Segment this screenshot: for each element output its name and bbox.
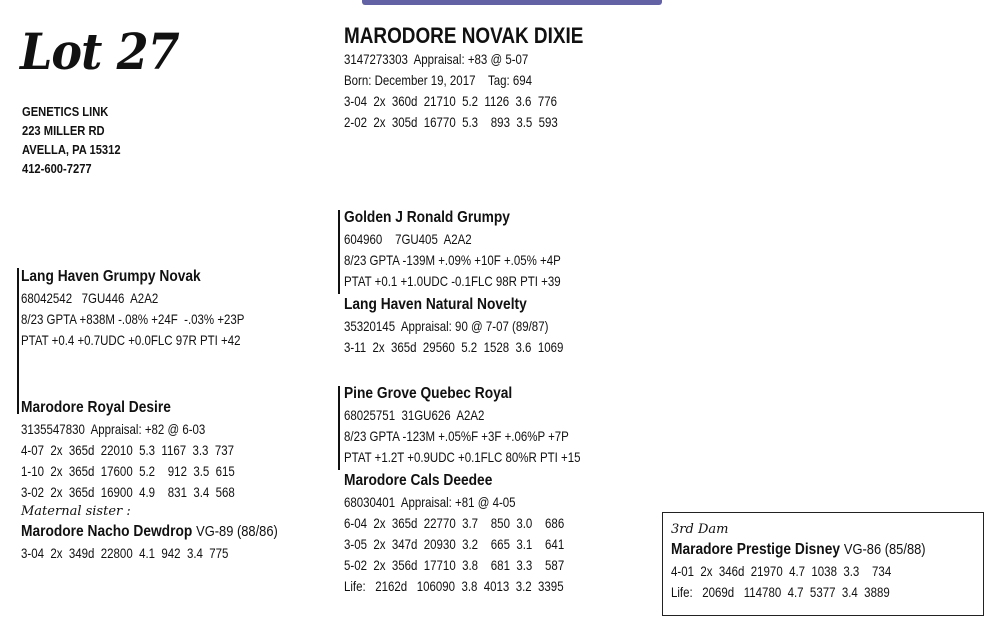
dam-sire-id-line: 68025751 31GU626 A2A2: [344, 407, 485, 423]
third-dam-lifetime: Life: 2069d 114780 4.7 5377 3.4 3889: [671, 584, 890, 600]
dam-sire-gpta-line: 8/23 GPTA -123M +.05%F +3F +.06%P +7P: [344, 428, 569, 444]
subject-birth-tag: Born: December 19, 2017 Tag: 694: [344, 72, 533, 88]
lot-label: Lot 27: [20, 22, 179, 81]
pedigree-bracket-sire: [338, 210, 340, 294]
maternal-sister-line: [21, 521, 278, 543]
sire-sire-block: [344, 207, 608, 292]
maternal-sister-record: 3-04 2x 349d 22800 4.1 942 3.4 775: [21, 545, 229, 561]
dam-dam-name: Marodore Cals Deedee: [344, 472, 493, 489]
dam-sire-ptat-line: PTAT +1.2T +0.9UDC +0.1FLC 80%R PTI +15: [344, 449, 581, 465]
sire-sire-id-line: 604960 7GU405 A2A2: [344, 231, 472, 247]
dam-appraisal: 3135547830 Appraisal: +82 @ 6-03: [21, 421, 206, 437]
dam-dam-record: 6-04 2x 365d 22770 3.7 850 3.0 686: [344, 515, 565, 531]
maternal-sister-name: Marodore Nacho Dewdrop: [21, 523, 193, 540]
subject-appraisal: 3147273303 Appraisal: +83 @ 5-07: [344, 51, 529, 67]
third-dam-score: VG-86 (85/88): [843, 541, 926, 558]
dam-sire-block: [344, 383, 632, 468]
subject-record: 2-02 2x 305d 16770 5.3 893 3.5 593: [344, 114, 558, 130]
sire-gpta-line: 8/23 GPTA +838M -.08% +24F -.03% +23P: [21, 311, 245, 327]
sire-id-line: 68042542 7GU446 A2A2: [21, 290, 159, 306]
sire-sire-gpta-line: 8/23 GPTA -139M +.09% +10F +.05% +4P: [344, 252, 561, 268]
third-dam-label: 3rd Dam: [671, 522, 729, 537]
dam-sire-name: Pine Grove Quebec Royal: [344, 385, 513, 402]
consignor-city: AVELLA, PA 15312: [22, 142, 121, 157]
sire-sire-ptat-line: PTAT +0.1 +1.0UDC -0.1FLC 98R PTI +39: [344, 273, 561, 289]
dam-block: [21, 397, 320, 564]
dam-record: 4-07 2x 365d 22010 5.3 1167 3.3 737: [21, 442, 234, 458]
dam-dam-record: 3-05 2x 347d 20930 3.2 665 3.1 641: [344, 536, 565, 552]
maternal-sister-label: Maternal sister :: [21, 504, 131, 519]
third-dam-block: [671, 521, 967, 603]
sire-dam-name: Lang Haven Natural Novelty: [344, 296, 527, 313]
dam-dam-block: [344, 470, 613, 597]
subject-name: MARODORE NOVAK DIXIE: [344, 23, 584, 48]
sire-sire-name: Golden J Ronald Grumpy: [344, 209, 510, 226]
header-band: [362, 0, 662, 5]
pedigree-bracket-left: [17, 268, 19, 414]
sire-name: Lang Haven Grumpy Novak: [21, 268, 201, 285]
dam-dam-appraisal: 68030401 Appraisal: +81 @ 4-05: [344, 494, 516, 510]
pedigree-bracket-dam: [338, 386, 340, 470]
subject-record: 3-04 2x 360d 21710 5.2 1126 3.6 776: [344, 93, 557, 109]
subject-block: [344, 23, 622, 133]
dam-dam-record: 5-02 2x 356d 17710 3.8 681 3.3 587: [344, 557, 565, 573]
third-dam-name: Maradore Prestige Disney: [671, 541, 841, 558]
consignor-block: [22, 102, 137, 178]
consignor-phone: 412-600-7277: [22, 161, 92, 176]
sire-ptat-line: PTAT +0.4 +0.7UDC +0.0FLC 97R PTI +42: [21, 332, 241, 348]
consignor-name: GENETICS LINK: [22, 104, 109, 119]
third-dam-title: [671, 539, 926, 561]
sire-dam-block: [344, 294, 612, 358]
consignor-street: 223 MILLER RD: [22, 123, 105, 138]
third-dam-box: [662, 512, 984, 616]
dam-name: Marodore Royal Desire: [21, 399, 171, 416]
maternal-sister-score: VG-89 (88/86): [196, 523, 278, 540]
third-dam-record: 4-01 2x 346d 21970 4.7 1038 3.3 734: [671, 563, 892, 579]
sire-dam-appraisal: 35320145 Appraisal: 90 @ 7-07 (89/87): [344, 318, 549, 334]
dam-record: 3-02 2x 365d 16900 4.9 831 3.4 568: [21, 484, 235, 500]
dam-dam-lifetime: Life: 2162d 106090 3.8 4013 3.2 3395: [344, 578, 564, 594]
sire-block: [21, 266, 294, 351]
sire-dam-record: 3-11 2x 365d 29560 5.2 1528 3.6 1069: [344, 339, 564, 355]
dam-record: 1-10 2x 365d 17600 5.2 912 3.5 615: [21, 463, 235, 479]
